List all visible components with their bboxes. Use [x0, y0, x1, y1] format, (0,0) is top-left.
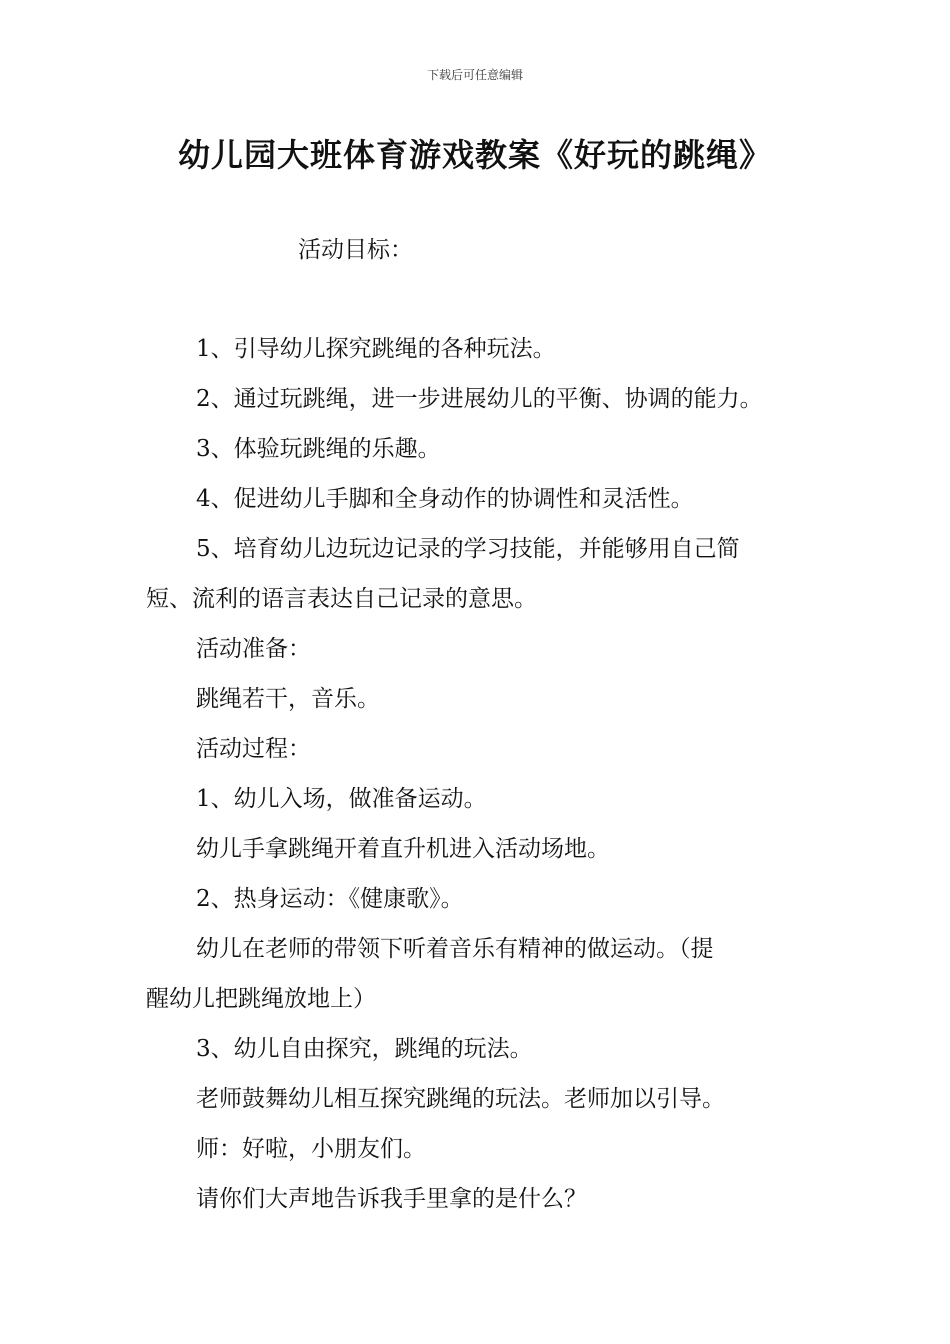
step-3-heading: 3、幼儿自由探究，跳绳的玩法。: [196, 1036, 533, 1062]
goal-item: 2、通过玩跳绳，进一步进展幼儿的平衡、协调的能力。: [196, 386, 763, 412]
step-3-text: 老师鼓舞幼儿相互探究跳绳的玩法。老师加以引导。: [196, 1086, 725, 1112]
step-1-heading: 1、幼儿入场，做准备运动。: [196, 786, 487, 812]
step-2-text-line2: 醒幼儿把跳绳放地上）: [146, 986, 376, 1012]
section-heading-process: 活动过程：: [196, 736, 311, 762]
prep-text: 跳绳若干，音乐。: [196, 686, 380, 712]
question-line: 请你们大声地告诉我手里拿的是什么？: [196, 1186, 587, 1212]
teacher-line: 师：好啦，小朋友们。: [196, 1136, 426, 1162]
page-header-note: 下载后可任意编辑: [426, 68, 523, 82]
goal-item: 1、引导幼儿探究跳绳的各种玩法。: [196, 336, 556, 362]
section-heading-goals: 活动目标：: [298, 237, 413, 263]
goal-item: 3、体验玩跳绳的乐趣。: [196, 436, 441, 462]
section-heading-prep: 活动准备：: [196, 636, 311, 662]
step-2-heading: 2、热身运动：《健康歌》。: [196, 886, 464, 912]
document-title: 幼儿园大班体育游戏教案《好玩的跳绳》: [177, 136, 772, 174]
goal-item-5-line1: 5、培育幼儿边玩边记录的学习技能，并能够用自己简: [196, 536, 740, 562]
goal-item-5-line2: 短、流利的语言表达自己记录的意思。: [146, 586, 537, 612]
step-1-text: 幼儿手拿跳绳开着直升机进入活动场地。: [196, 836, 610, 862]
goal-item: 4、促进幼儿手脚和全身动作的协调性和灵活性。: [196, 486, 694, 512]
step-2-text-line1: 幼儿在老师的带领下听着音乐有精神的做运动。（提: [196, 936, 714, 962]
